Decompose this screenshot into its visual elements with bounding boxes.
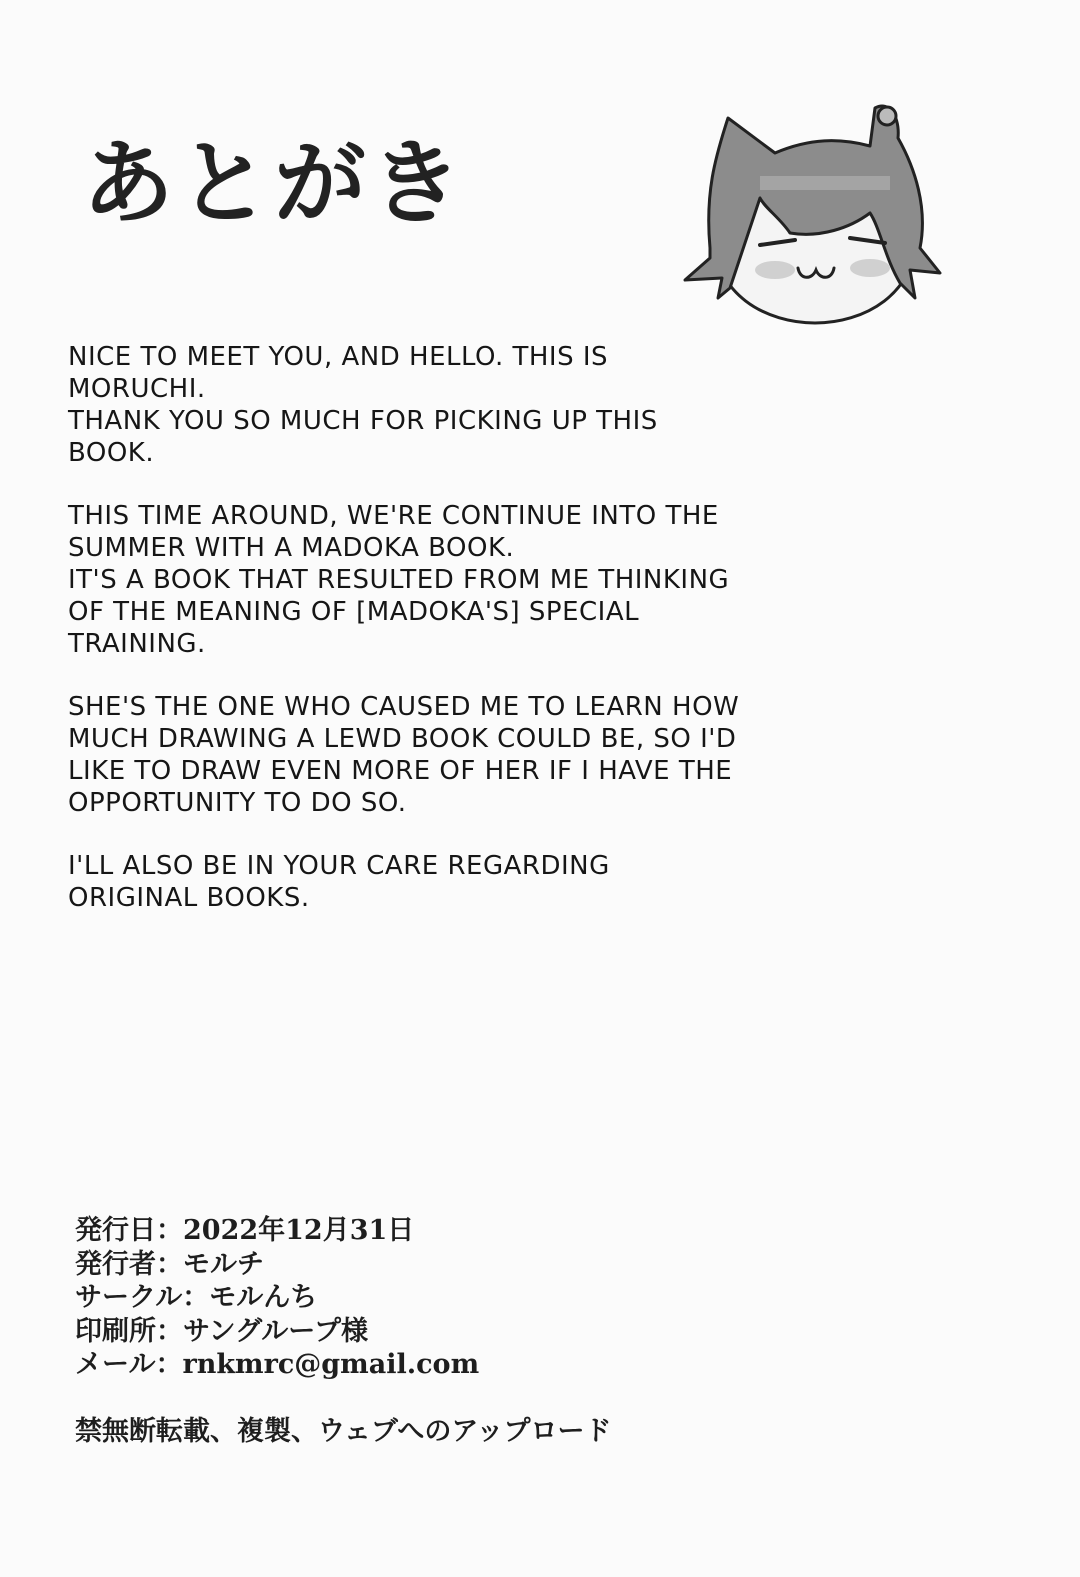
colophon-row-printer (75, 1315, 479, 1349)
colophon-value: rnkmrc@gmail.com (182, 1349, 480, 1380)
colophon-value: 2022年12月31日 (183, 1215, 415, 1246)
text-line: LIKE TO DRAW EVEN MORE OF HER IF I HAVE THE (68, 756, 733, 786)
colophon-label: 発行者 (75, 1248, 156, 1280)
text-line: SHE'S THE ONE WHO CAUSED ME TO LEARN HOW (68, 692, 740, 722)
text-line: MORUCHI. (68, 374, 206, 404)
colophon-row-publisher (75, 1248, 479, 1282)
text-line: TRAINING. (68, 629, 206, 659)
text-line: MUCH DRAWING A LEWD BOOK COULD BE, SO I'D (68, 724, 737, 754)
colophon-separator: ： (156, 1215, 183, 1246)
paragraph (68, 500, 868, 660)
text-line: THANK YOU SO MUCH FOR PICKING UP THIS (68, 406, 658, 436)
colophon-row-circle (75, 1281, 479, 1315)
text-line: SUMMER WITH A MADOKA BOOK. (68, 533, 515, 563)
colophon-separator: ： (155, 1349, 183, 1380)
colophon-value: モルチ (183, 1248, 264, 1280)
colophon-label: サークル (75, 1282, 183, 1313)
colophon-separator: ： (156, 1315, 183, 1347)
colophon-label: メール (75, 1349, 156, 1380)
paragraph (68, 850, 868, 914)
colophon-label: 印刷所 (75, 1315, 156, 1347)
colophon-row-date (75, 1214, 479, 1248)
text-line: THIS TIME AROUND, WE'RE CONTINUE INTO THE (68, 501, 719, 531)
text-line: IT'S A BOOK THAT RESULTED FROM ME THINKING (68, 565, 730, 595)
colophon-separator: ： (182, 1282, 210, 1313)
colophon-value: サングループ様 (183, 1315, 368, 1347)
text-line: ORIGINAL BOOKS. (68, 883, 310, 913)
colophon-label: 発行日 (75, 1215, 156, 1246)
text-line: I'LL ALSO BE IN YOUR CARE REGARDING (68, 851, 610, 881)
copyright-notice: 禁無断転載、複製、ウェブへのアップロード (75, 1416, 612, 1447)
mascot-illustration (670, 98, 965, 328)
text-line: BOOK. (68, 438, 155, 468)
text-line: OPPORTUNITY TO DO SO. (68, 788, 407, 818)
colophon-separator: ： (156, 1248, 183, 1280)
paragraph (68, 691, 868, 819)
paragraph (68, 341, 868, 469)
text-line: NICE TO MEET YOU, AND HELLO. THIS IS (68, 342, 609, 372)
colophon-row-email (75, 1348, 479, 1382)
afterword-body (68, 341, 868, 945)
colophon-value: モルんち (209, 1282, 318, 1313)
page-title: あとがき (82, 129, 467, 237)
text-line: OF THE MEANING OF [MADOKA'S] SPECIAL (68, 597, 640, 627)
colophon (75, 1214, 479, 1382)
